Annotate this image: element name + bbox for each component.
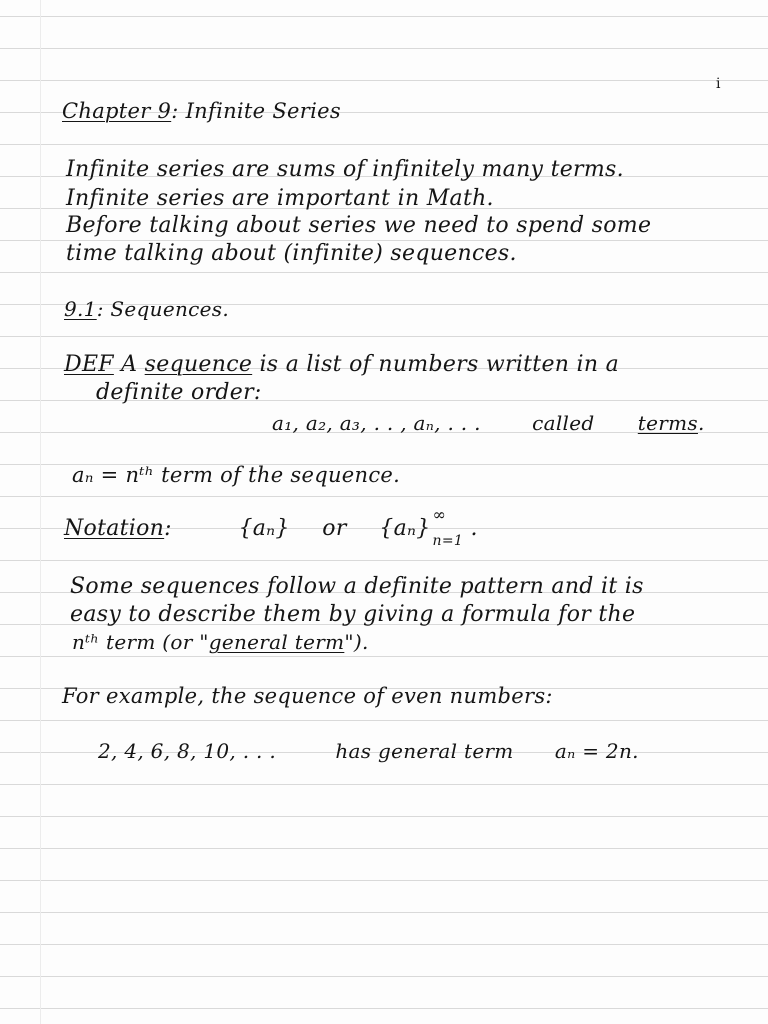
notation-colon: : xyxy=(164,516,172,541)
definition-lead: A xyxy=(121,352,138,377)
notation-form-1: {aₙ} xyxy=(238,516,290,541)
called-word: called xyxy=(532,411,595,435)
intro-line-1: Infinite series are sums of infinitely many terms. xyxy=(66,157,624,182)
intro-line-4: time talking about (infinite) sequences. xyxy=(66,241,517,266)
chapter-heading xyxy=(62,98,341,124)
notation-subscript: n=1 xyxy=(432,533,464,549)
pattern-line-2: easy to describe them by giving a formula for the xyxy=(70,602,636,627)
page-number: i xyxy=(716,76,721,92)
definition-line xyxy=(64,352,619,378)
notation-superscript: ∞ xyxy=(432,505,447,524)
definition-term: sequence xyxy=(144,352,253,377)
chapter-label: Chapter 9 xyxy=(62,99,172,123)
definition-label: DEF xyxy=(64,352,114,377)
pattern-after: "). xyxy=(344,630,369,654)
example-formula: aₙ = 2n. xyxy=(554,739,639,763)
general-term-phrase: general term xyxy=(208,630,345,654)
notation-end: . xyxy=(470,516,478,541)
notation-or: or xyxy=(322,516,347,541)
chapter-title: Infinite Series xyxy=(185,99,341,123)
notation-label: Notation xyxy=(64,516,165,541)
sequence-terms-line xyxy=(272,410,705,436)
definition-text: is a list of numbers written in a xyxy=(259,352,620,377)
notation-form-2: {aₙ} xyxy=(379,516,431,541)
notation-line xyxy=(64,505,478,549)
section-title: : Sequences. xyxy=(96,297,230,321)
example-sequence: 2, 4, 6, 8, 10, . . . xyxy=(98,739,277,763)
section-number: 9.1 xyxy=(64,297,97,321)
example-line xyxy=(98,738,639,764)
margin-line xyxy=(40,0,41,1024)
example-has-general-term: has general term xyxy=(335,739,514,763)
pattern-line-1: Some sequences follow a definite pattern and it is xyxy=(70,574,644,599)
intro-line-2: Infinite series are important in Math. xyxy=(66,186,494,211)
terms-word: terms xyxy=(637,411,698,435)
example-intro: For example, the sequence of even numbers: xyxy=(62,684,553,708)
sequence-list: a₁, a₂, a₃, . . , aₙ, . . . xyxy=(272,411,481,435)
heading-separator: : xyxy=(171,99,179,123)
terms-end: . xyxy=(697,411,705,435)
intro-line-3: Before talking about series we need to spend some xyxy=(66,213,652,238)
section-heading xyxy=(64,296,229,322)
definition-continuation: definite order: xyxy=(96,380,262,405)
pattern-line-3 xyxy=(72,629,369,655)
pattern-before: nᵗʰ term (or " xyxy=(72,630,209,654)
nth-term-line: aₙ = nᵗʰ term of the sequence. xyxy=(72,463,401,487)
